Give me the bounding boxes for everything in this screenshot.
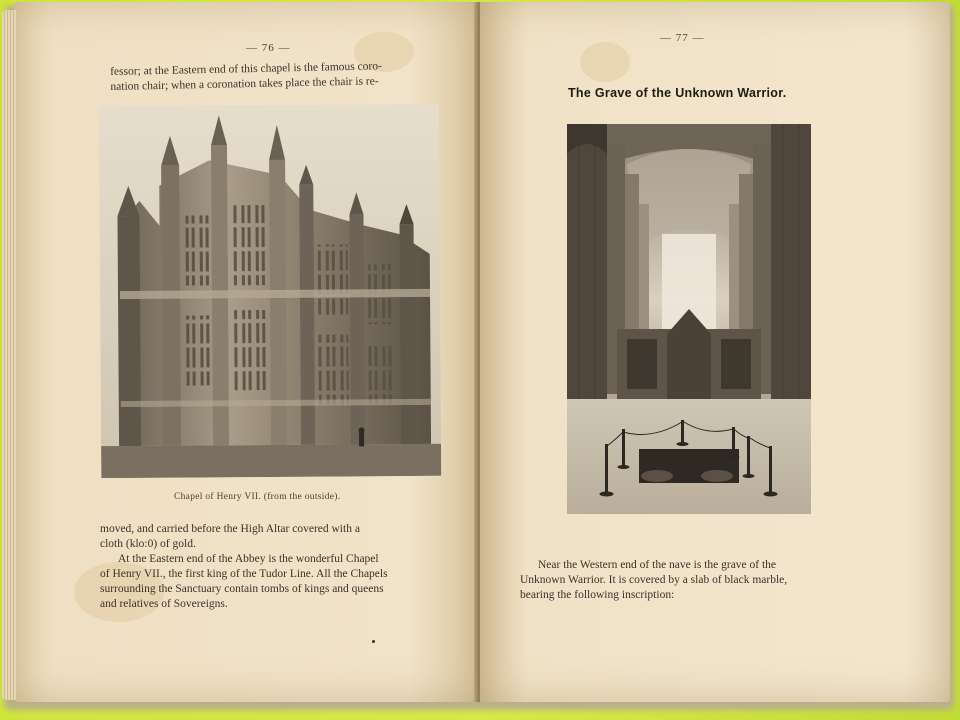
photo-caption: Chapel of Henry VII. (from the outside). [174, 492, 341, 502]
text-line: fessor; at the Eastern end of this chapel is the famous coro- [110, 60, 382, 78]
chapel-illustration [99, 104, 442, 478]
left-top-text [110, 58, 457, 95]
section-title: The Grave of the Unknown Warrior. [568, 86, 787, 100]
text-line: moved, and carried before the High Altar covered with a [100, 523, 360, 535]
left-paragraph-2 [100, 552, 456, 612]
page-number-right: — 77 — [660, 32, 705, 44]
chapel-photo [99, 104, 442, 478]
nave-illustration [567, 124, 811, 514]
right-page [480, 2, 950, 702]
page-number-left: — 76 — [246, 42, 291, 54]
text-line: At the Eastern end of the Abbey is the wonderful Chapel [118, 553, 379, 565]
text-line: cloth (klo:0) of gold. [100, 538, 196, 550]
text-line: bearing the following inscription: [520, 589, 675, 601]
text-line: Near the Western end of the nave is the grave of the [538, 559, 777, 571]
page-edges [2, 10, 16, 700]
ink-dot [372, 640, 375, 643]
text-line: nation chair; when a coronation takes place the chair is re- [110, 75, 379, 93]
left-page [14, 2, 478, 702]
paper-stain [580, 42, 630, 82]
text-line: surrounding the Sanctuary contain tombs of kings and queens [100, 583, 384, 595]
right-paragraph [520, 558, 880, 603]
text-line: Unknown Warrior. It is covered by a slab of black marble, [520, 574, 788, 586]
text-line: of Henry VII., the first king of the Tudor Line. All the Chapels [100, 568, 388, 580]
text-line: and relatives of Sovereigns. [100, 598, 228, 610]
nave-photo [567, 124, 811, 514]
left-paragraph-1 [100, 522, 456, 552]
